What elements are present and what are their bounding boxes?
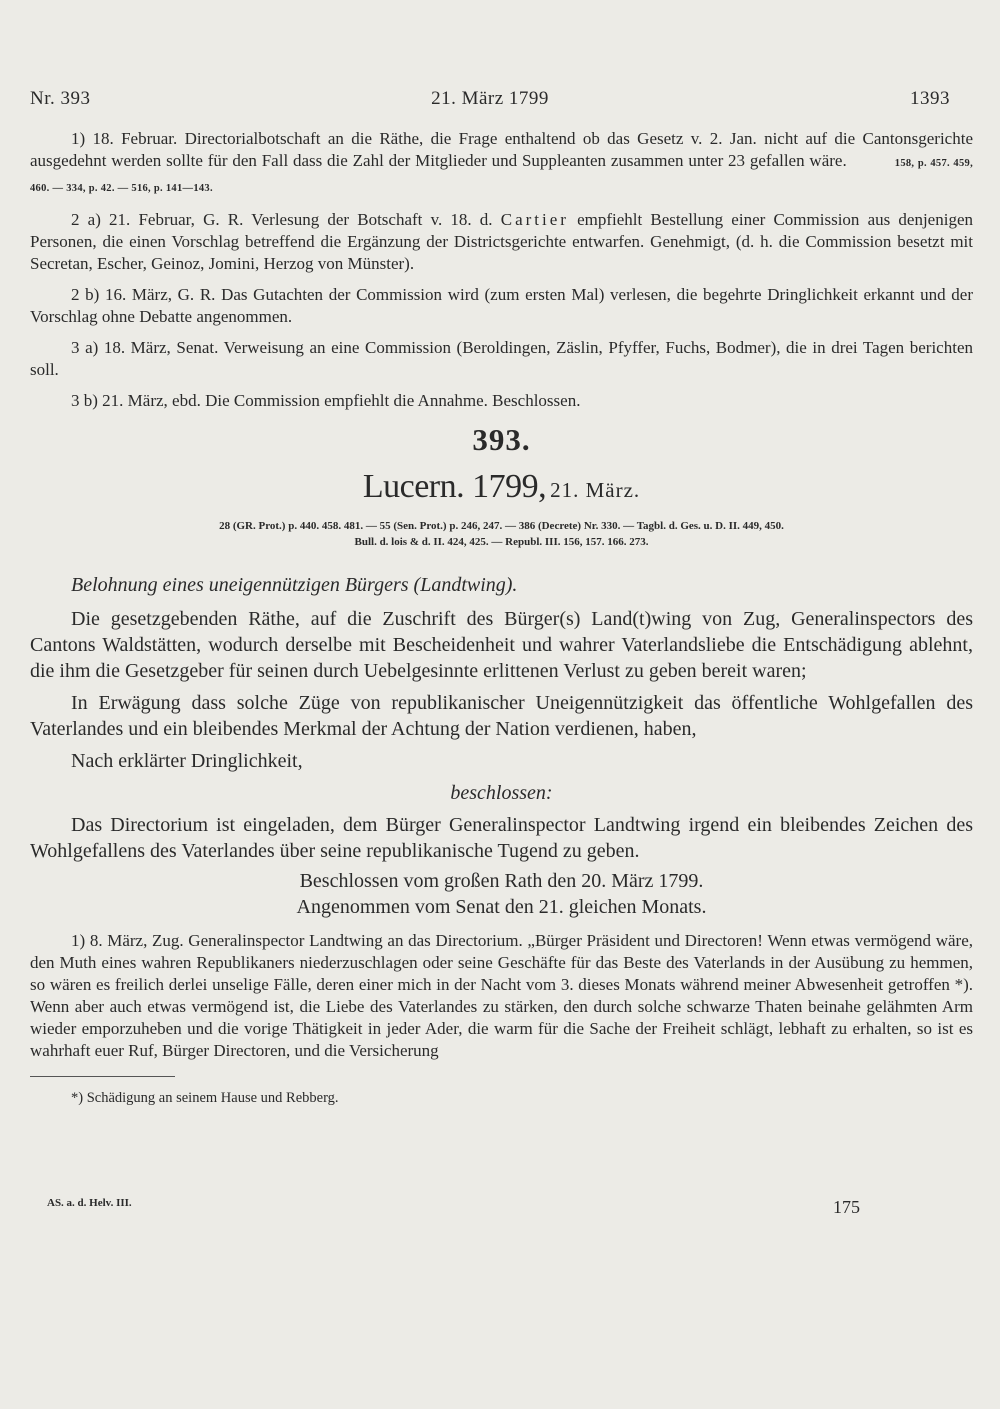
footer-page-number: 175 xyxy=(833,1197,860,1217)
decree-paragraph-3: Nach erklärter Dringlichkeit, xyxy=(71,750,303,772)
note-2a: 2 a) 21. Februar, G. R. Verlesung der Botschaft v. 18. d. Cartier empfiehlt Bestellung einer Commission aus denjenigen Personen, die einen Vorschlag betreffend die Ergänzung der Districtsgerichte entwarfen. Genehmigt, (d. h. die Commission besetzt mit Secretan, Escher, Geinoz, Jomini, Herzog von Münster). xyxy=(30,210,973,273)
footnote: *) Schädigung an seinem Hause und Rebberg. xyxy=(71,1090,339,1106)
entry-place-year: Lucern. 1799, xyxy=(362,468,547,505)
entry-sources: 28 (GR. Prot.) p. 440. 458. 481. — 55 (Sen. Prot.) p. 246, 247. — 386 (Decrete) Nr. 330. — Tagbl. d. Ges. u. D. II. 449, 450. Bull. d. lois & d. II. 424, 425. — Republ. III. 156, 157. 166. 273. xyxy=(219,520,784,548)
header-date: 21. März 1799 xyxy=(431,88,549,109)
note-2b: 2 b) 16. März, G. R. Das Gutachten der Commission wird (zum ersten Mal) verlesen, die begehrte Dringlichkeit erkannt und der Vorschlag ohne Debatte angenommen. xyxy=(30,285,973,326)
decree-paragraph-1: Die gesetzgebenden Räthe, auf die Zuschrift des Bürger(s) Land(t)wing von Zug, Generalinspectors des Cantons Waldstätten, wodurch derselbe mit Bescheidenheit und wahrer Vaterlandsliebe die Entschädigung ablehnt, die ihm die Gesetzgeber für seinen durch Uebelgesinnte erlittenen Verlust zu geben bereit waren; xyxy=(30,608,973,682)
page-body xyxy=(30,128,973,1107)
note-1: 1) 18. Februar. Directorialbotschaft an die Räthe, die Frage enthaltend ob das Gesetz v. 2. Jan. nicht auf die Cantonsgerichte ausgedehnt werden sollte für den Fall dass die Zahl der Mitglieder und Suppleanten zusammen unter 23 gefallen wäre. 158, p. 457. 459, 460. — 334, p. 42. — 516, p. 141—143. xyxy=(30,129,973,194)
person-name: Cartier xyxy=(500,210,569,229)
note-letter: 1) 8. März, Zug. Generalinspector Landtwing an das Directorium. „Bürger Präsident und Directoren! Wenn etwas vermögend wäre, den Muth eines wahren Republikaners niederzuschlagen oder seine Geschäfte für das Beste des Vaterlands in der Ausübung zu hemmen, so wären es freilich derlei unselige Fälle, deren einer mich in der Nacht vom 3. dieses Monats während meiner Abwesenheit getroffen *). Wenn aber auch etwas vermögend ist, die Liebe des Vaterlandes zu stärken, den durch solche schwarze Thaten beinahe gelähmten Arm wieder emporzuheben und die vorige Thätigkeit in jeder Ader, die warm für die Sache der Freiheit schlägt, lebhaft zu erhalten, so ist es wahrhaft euer Ruf, Bürger Directoren, und die Versicherung xyxy=(30,931,973,1060)
decree-paragraph-2: In Erwägung dass solche Züge von republikanischer Uneigennützigkeit das öffentliche Wohlgefallen des Vaterlandes und ein bleibendes Merkmal der Achtung der Nation verdienen, haben, xyxy=(30,692,973,740)
header-page-number: 1393 xyxy=(910,88,950,109)
decree-text xyxy=(30,606,973,920)
entry-subject: Belohnung eines uneigennützigen Bürgers (Landtwing). xyxy=(71,574,518,596)
entry-number: 393. xyxy=(472,422,531,457)
running-header xyxy=(30,88,950,112)
header-entry-number: Nr. 393 xyxy=(30,88,91,109)
decree-paragraph-4: Das Directorium ist eingeladen, dem Bürger Generalinspector Landtwing irgend ein bleibendes Zeichen des Wohlgefallens des Vaterlandes über seine republikanische Tugend zu geben. xyxy=(30,814,973,862)
note-3b: 3 b) 21. März, ebd. Die Commission empfiehlt die Annahme. Beschlossen. xyxy=(71,391,581,410)
decree-resolved: beschlossen: xyxy=(450,782,553,804)
note-1-refs: 158, p. 457. 459, 460. — 334, p. 42. — 516, p. 141—143. xyxy=(30,158,973,194)
footnote-divider xyxy=(30,1076,175,1077)
decree-closing-1: Beschlossen vom großen Rath den 20. März 1799. xyxy=(299,870,704,892)
page-footer xyxy=(47,1197,860,1217)
footer-volume: AS. a. d. Helv. III. xyxy=(47,1197,132,1209)
note-3a: 3 a) 18. März, Senat. Verweisung an eine Commission (Beroldingen, Zäslin, Pfyffer, Fuchs, Bodmer), die in drei Tagen berichten soll. xyxy=(30,338,973,379)
entry-date: 21. März. xyxy=(550,478,641,502)
entry-heading xyxy=(30,470,973,510)
decree-closing-2: Angenommen vom Senat den 21. gleichen Monats. xyxy=(296,896,707,918)
